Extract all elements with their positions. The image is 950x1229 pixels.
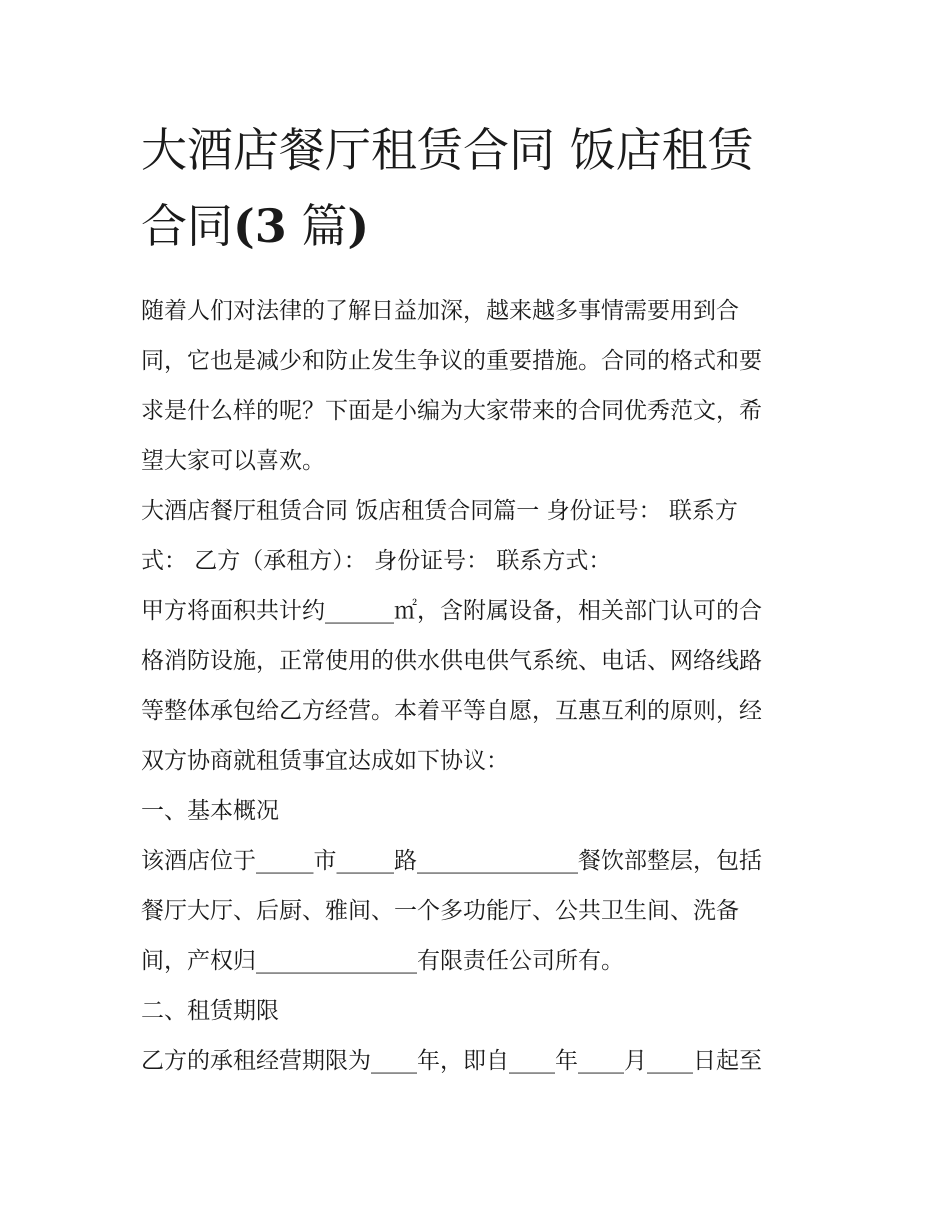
document-title: [141, 112, 813, 264]
section-heading-text: 一、基本概况: [141, 798, 279, 824]
document-body: [141, 112, 813, 1086]
section-2-body: [141, 1036, 813, 1086]
intro-line: 求是什么样的呢？下面是小编为大家带来的合同优秀范文，希: [141, 398, 762, 424]
title-line-2: [141, 188, 813, 264]
title-close-paren: ): [347, 199, 370, 253]
part-one-heading: [141, 486, 813, 586]
section-2-heading: [141, 986, 813, 1036]
agreement-line: 格消防设施，正常使用的供水供电供气系统、电话、网络线路: [141, 648, 762, 674]
section-1-heading: [141, 786, 813, 836]
part-one-line: 式： 乙方（承租方）： 身份证号： 联系方式：: [141, 548, 612, 574]
agreement-line: 甲方将面积共计约______㎡，含附属设备，相关部门认可的合: [141, 598, 762, 624]
section-heading-text: 二、租赁期限: [141, 998, 279, 1024]
title-line-2-prefix: 合同: [141, 199, 233, 253]
agreement-line: 等整体承包给乙方经营。本着平等自愿，互惠互利的原则，经: [141, 698, 762, 724]
part-one-line: 大酒店餐厅租赁合同 饭店租赁合同篇一 身份证号： 联系方: [141, 498, 738, 524]
title-count: (3: [233, 199, 287, 253]
agreement-paragraph: [141, 586, 813, 786]
section-1-line: 餐厅大厅、后厨、雅间、一个多功能厅、公共卫生间、洗备: [141, 898, 739, 924]
intro-line: 同，它也是减少和防止发生争议的重要措施。合同的格式和要: [141, 348, 762, 374]
agreement-line: 双方协商就租赁事宜达成如下协议：: [141, 748, 509, 774]
section-1-body: [141, 836, 813, 986]
intro-line: 随着人们对法律的了解日益加深，越来越多事情需要用到合: [141, 298, 739, 324]
intro-line: 望大家可以喜欢。: [141, 448, 325, 474]
section-1-line: 间，产权归______________有限责任公司所有。: [141, 948, 624, 974]
intro-paragraph: [141, 286, 813, 486]
title-count-unit: 篇: [286, 199, 348, 253]
title-line-1: 大酒店餐厅租赁合同 饭店租赁: [141, 123, 754, 177]
section-1-line: 该酒店位于_____市_____路______________餐饮部整层，包括: [141, 848, 762, 874]
section-2-line: 乙方的承租经营期限为____年，即自____年____月____日起至: [141, 1048, 762, 1074]
